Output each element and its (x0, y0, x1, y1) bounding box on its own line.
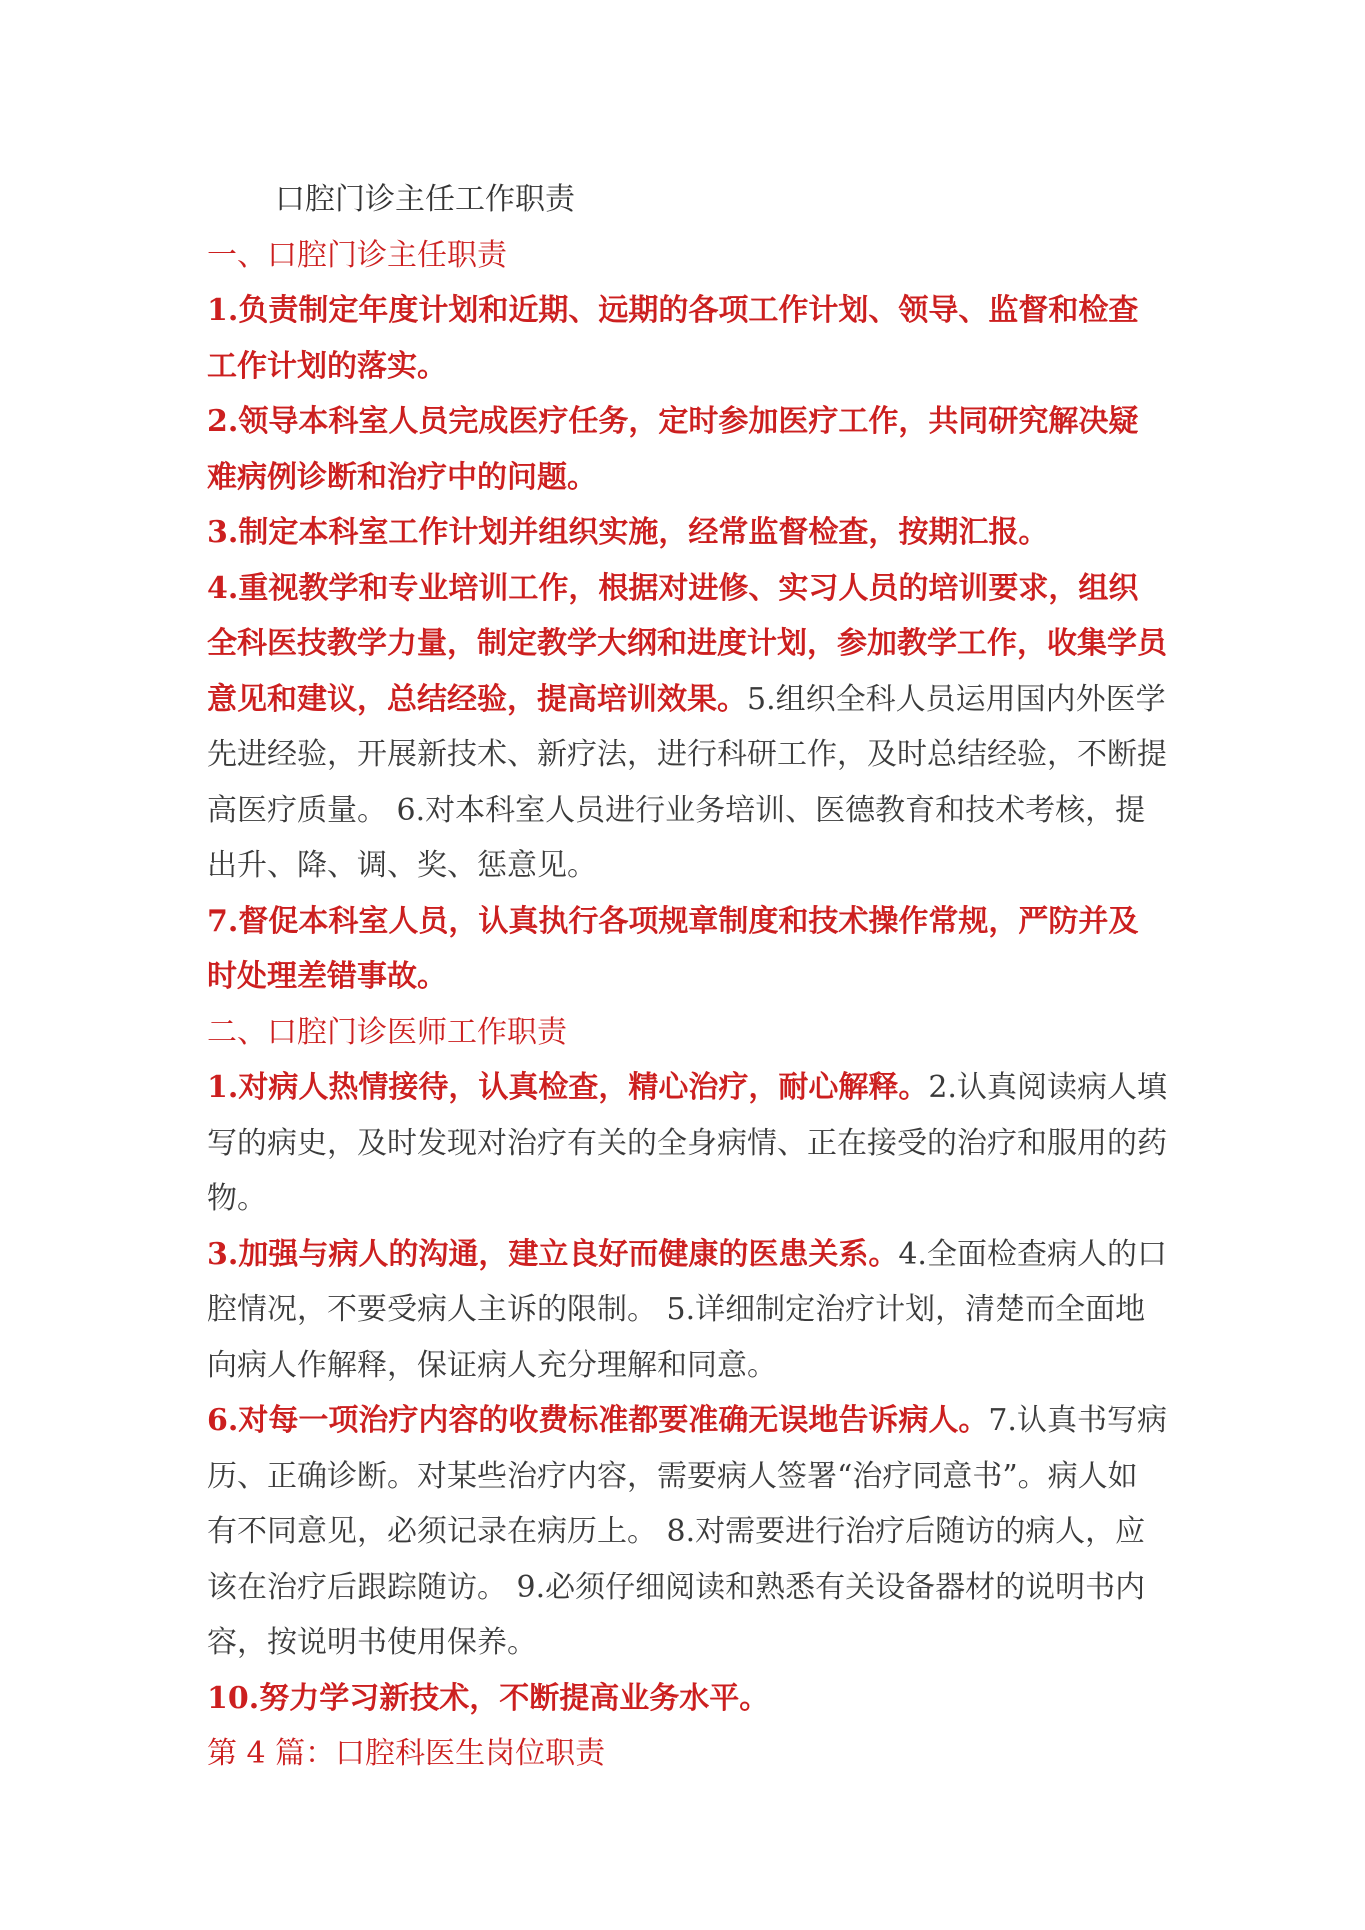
s2-items-4-5: 4.全面检查病人的口腔情况，不要受病人主诉的限制。 5.详细制定治疗计划，清楚而全面地向病人作解释，保证病人充分理解和同意。 (207, 1236, 1167, 1383)
s2-paragraph-1-2 (207, 1060, 1167, 1227)
s2-item-10: 10.努力学习新技术，不断提高业务水平。 (207, 1680, 770, 1716)
section-heading-2: 二、口腔门诊医师工作职责 (207, 1014, 567, 1050)
s2-items-7-9: 7.认真书写病历、正确诊断。对某些治疗内容，需要病人签署“治疗同意书”。病人如有不同意见，必须记录在病历上。 8.对需要进行治疗后随访的病人，应该在治疗后跟踪随访。 9.必须仔细阅读和熟悉有关设备器材的说明书内容，按说明书使用保养。 (207, 1403, 1167, 1660)
document-title: 口腔门诊主任工作职责 (275, 182, 575, 217)
section-heading-1: 一、口腔门诊主任职责 (207, 237, 507, 273)
s2-item-2: 2.认真阅读病人填写的病史，及时发现对治疗有关的全身病情、正在接受的治疗和服用的药物。 (207, 1070, 1167, 1216)
s2-item-1: 1.对病人热情接待，认真检查，精心治疗，耐心解释。 (207, 1070, 929, 1105)
s2-item-3: 3.加强与病人的沟通，建立良好而健康的医患关系。 (207, 1236, 899, 1272)
s1-item-1: 1.负责制定年度计划和近期、远期的各项工作计划、领导、监督和检查工作计划的落实。 (207, 293, 1139, 384)
next-section-heading: 第 4 篇：口腔科医生岗位职责 (207, 1736, 606, 1771)
s2-paragraph-6-9 (207, 1393, 1167, 1671)
s1-item-3: 3.制定本科室工作计划并组织实施，经常监督检查，按期汇报。 (207, 515, 1049, 550)
s1-item-4: 4.重视教学和专业培训工作，根据对进修、实习人员的培训要求，组织全科医技教学力量，制定教学大纲和进度计划，参加教学工作，收集学员意见和建议，总结经验，提高培训效果。 (207, 570, 1167, 717)
s1-paragraph-4-6 (207, 561, 1167, 894)
document-page (207, 172, 1167, 1782)
s2-item-6: 6.对每一项治疗内容的收费标准都要准确无误地告诉病人。 (207, 1403, 989, 1438)
s1-item-2: 2.领导本科室人员完成医疗任务，定时参加医疗工作，共同研究解决疑难病例诊断和治疗中的问题。 (207, 404, 1139, 495)
s1-item-7: 7.督促本科室人员，认真执行各项规章制度和技术操作常规，严防并及时处理差错事故。 (207, 903, 1139, 994)
s2-paragraph-3-5 (207, 1227, 1167, 1394)
s1-items-5-6: 5.组织全科人员运用国内外医学先进经验，开展新技术、新疗法，进行科研工作，及时总结经验，不断提高医疗质量。 6.对本科室人员进行业务培训、医德教育和技术考核，提出升、降、调、奖、惩意见。 (207, 681, 1167, 883)
